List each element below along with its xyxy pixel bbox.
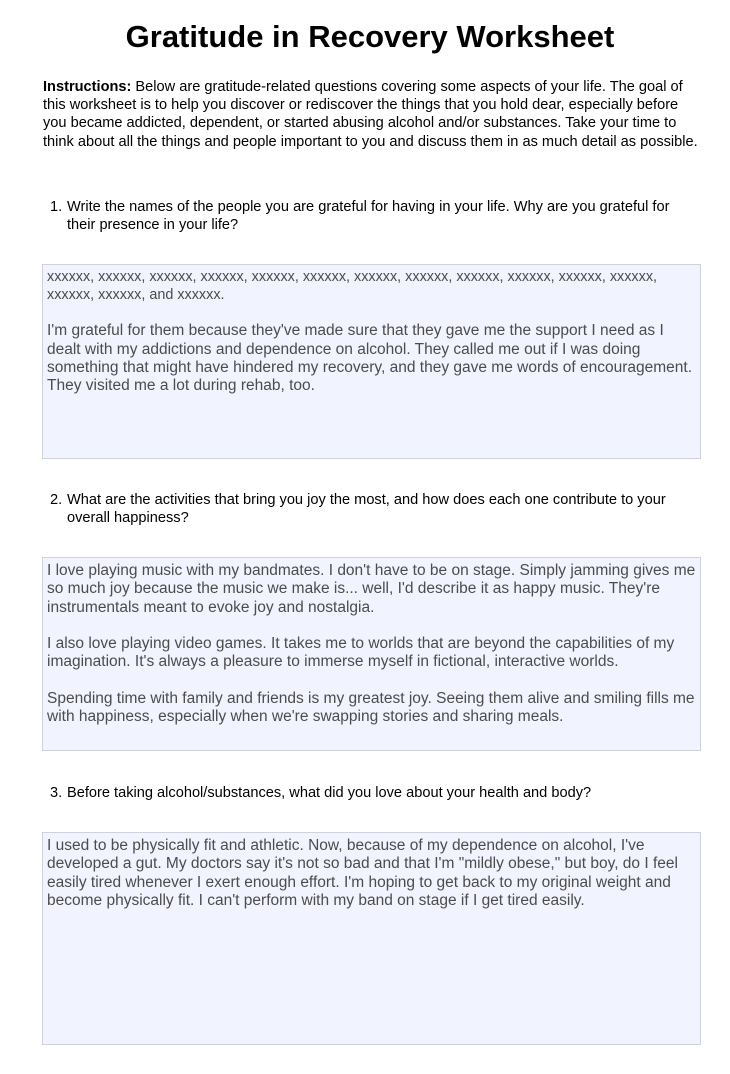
question-number: 2. bbox=[50, 492, 63, 508]
question-text: Write the names of the people you are grateful for having in your life. Why are you grateful for their presence in your life? bbox=[67, 199, 670, 233]
question-3 bbox=[50, 785, 700, 803]
question-number: 1. bbox=[50, 199, 63, 215]
answer-paragraph: I'm grateful for them because they've made sure that they gave me the support I need as I dealt with my addictions and dependence on alcohol. They called me out if I was doing something that might have hindered my recovery, and they gave me words of encouragement. They visited me a lot during rehab, too. bbox=[47, 322, 693, 395]
answer-paragraph: Spending time with family and friends is my greatest joy. Seeing them alive and smiling fills me with happiness, especially when we're swapping stories and sharing meals. bbox=[47, 690, 695, 726]
instructions-text: Below are gratitude-related questions covering some aspects of your life. The goal of this worksheet is to help you discover or rediscover the things that you hold dear, especially before you became addicted, dependent, or started abusing alcohol and/or substances. Take your time to think about all the things and people important to you and discuss them in as much detail as possible. bbox=[43, 79, 698, 150]
answer-paragraph: I also love playing video games. It takes me to worlds that are beyond the capabilities of my imagination. It's always a pleasure to immerse myself in fictional, interactive worlds. bbox=[47, 635, 675, 671]
page-title: Gratitude in Recovery Worksheet bbox=[125, 19, 615, 54]
answer-paragraph: I love playing music with my bandmates. I don't have to be on stage. Simply jamming gives me so much joy because the music we make is... well, I'd describe it as happy music. They're instrumentals meant to evoke joy and nostalgia. bbox=[47, 562, 696, 616]
answer-field-1[interactable] bbox=[42, 264, 701, 459]
instructions-label: Instructions: bbox=[43, 79, 132, 95]
question-number: 3. bbox=[50, 785, 63, 801]
question-1 bbox=[50, 199, 700, 234]
answer-paragraph: I used to be physically fit and athletic. Now, because of my dependence on alcohol, I've developed a gut. My doctors say it's not so bad and that I'm "mildly obese," but boy, do I feel easily tired whenever I exert enough effort. I'm hoping to get back to my original weight and become physically fit. I can't perform with my band on stage if I get tired easily. bbox=[47, 837, 678, 909]
question-text: What are the activities that bring you joy the most, and how does each one contribute to your overall happiness? bbox=[67, 492, 666, 526]
answer-field-3[interactable] bbox=[42, 832, 701, 1045]
question-text: Before taking alcohol/substances, what did you love about your health and body? bbox=[67, 785, 592, 801]
answer-field-2[interactable] bbox=[42, 557, 701, 751]
instructions bbox=[43, 78, 698, 151]
question-2 bbox=[50, 492, 700, 527]
answer-paragraph: xxxxxx, xxxxxx, xxxxxx, xxxxxx, xxxxxx, xxxxxx, xxxxxx, xxxxxx, xxxxxx, xxxxxx, xxxxxx, xxxxxx, xxxxxx, xxxxxx, and xxxxxx. bbox=[47, 269, 658, 303]
